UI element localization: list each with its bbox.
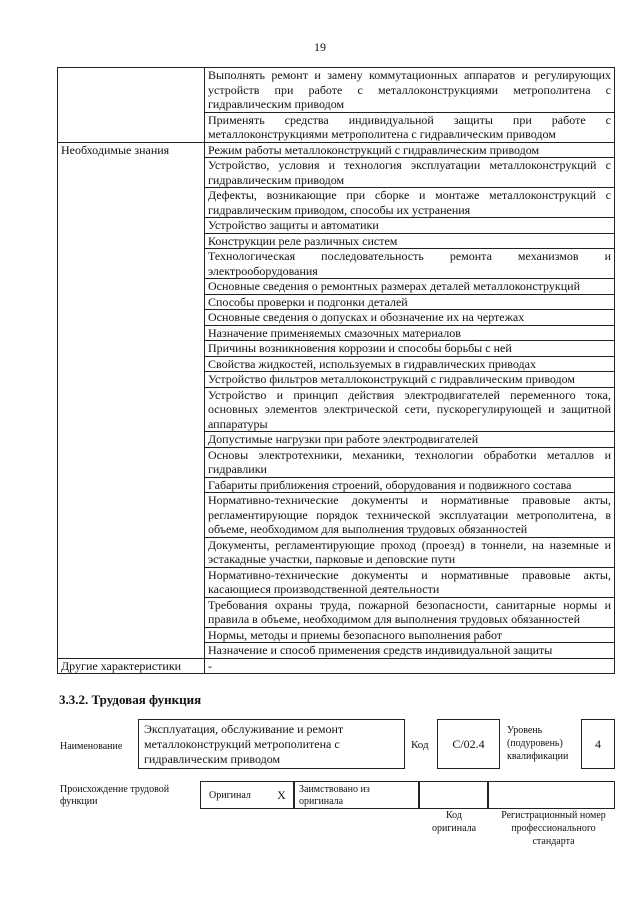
name-label: Наименование [60,741,123,752]
level-value: 4 [595,737,601,751]
table-cell: Назначение применяемых смазочных материалов [205,325,615,341]
table-cell: Требования охраны труда, пожарной безопасности, санитарные нормы и правила в объеме, необходимом для выполнения трудовых обязанностей [205,597,615,627]
code-value: С/02.4 [452,737,485,751]
name-box [138,719,405,769]
table-row [58,142,615,158]
table-cell: Технологическая последовательность ремонта механизмов и электрооборудования [205,249,615,279]
table-cell: Устройство фильтров металлоконструкций с гидравлическим приводом [205,372,615,388]
page-number: 19 [314,40,326,54]
table-cell: Основы электротехники, механики, технологии обработки металлов и гидравлики [205,447,615,477]
table-cell: Свойства жидкостей, используемых в гидравлических приводах [205,356,615,372]
table-cell: Нормы, методы и приемы безопасного выполнения работ [205,627,615,643]
code-label: Код [411,739,429,751]
table-cell: Назначение и способ применения средств индивидуальной защиты [205,643,615,659]
code-original-cell [419,781,488,809]
knowledge-table [57,67,615,674]
reg-number-cell [488,781,615,809]
borrowed-cell [294,781,419,809]
table-cell: Причины возникновения коррозии и способы борьбы с ней [205,341,615,357]
table-cell: Способы проверки и подгонки деталей [205,294,615,310]
table-cell: Основные сведения о ремонтных размерах деталей металлоконструкций [205,279,615,295]
table-cell: - [205,658,615,674]
row-label: Необходимые знания [58,142,205,658]
original-cell [200,781,270,809]
code-box [437,719,500,769]
table-cell: Основные сведения о допусках и обозначение их на чертежах [205,310,615,326]
table-cell: Нормативно-технические документы и нормативные правовые акты, касающиеся производственной деятельности [205,567,615,597]
table-cell: Устройство и принцип действия электродвигателей переменного тока, основных элементов электрической сети, пускорегулирующей и защитной аппаратуры [205,387,615,432]
table-cell: Допустимые нагрузки при работе электродвигателей [205,432,615,448]
table-cell: Нормативно-технические документы и нормативные правовые акты, регламентирующие порядок технической эксплуатации метрополитена, в объеме, необходимом для выполнения трудовых обязанностей [205,493,615,538]
table-cell: Устройство защиты и автоматики [205,218,615,234]
table-cell: Режим работы металлоконструкций с гидравлическим приводом [205,142,615,158]
origin-label: Происхождение трудовой функции [60,784,170,807]
reg-number-label: Регистрационный номер профессионального стандарта [501,810,606,847]
table-cell: Габариты приближения строений, оборудования и подвижного состава [205,477,615,493]
borrowed-label: Заимствовано из оригинала [299,784,370,807]
section-title: 3.3.2. Трудовая функция [59,692,202,707]
table-cell: Выполнять ремонт и замену коммутационных аппаратов и регулирующих устройств при работе с металлоконструкциями метрополитена с гидравлическим приводом [205,68,615,113]
table-cell: Документы, регламентирующие проход (проезд) в тоннели, на наземные и эстакадные участки, парковые и деповские пути [205,537,615,567]
table-row [58,68,615,113]
table-cell: Дефекты, возникающие при сборке и монтаже металлоконструкций с гидравлическим приводом, способы их устранения [205,188,615,218]
row-label: Другие характеристики [58,658,205,674]
table-cell: Конструкции реле различных систем [205,233,615,249]
table-cell: Устройство, условия и технология эксплуатации металлоконструкций с гидравлическим приводом [205,158,615,188]
level-label: Уровень (подуровень) квалификации [507,725,569,762]
level-box [581,719,615,769]
original-mark-cell [270,781,294,809]
original-mark: X [277,788,286,802]
table-row [58,658,615,674]
original-label: Оригинал [209,789,251,801]
row-label [58,68,205,143]
code-original-label: Код оригинала [431,810,477,834]
table-cell: Применять средства индивидуальной защиты при работе с металлоконструкциями метрополитена с гидравлическим приводом [205,112,615,142]
name-value: Эксплуатация, обслуживание и ремонт металлоконструкций метрополитена с гидравлическим приводом [144,722,344,766]
